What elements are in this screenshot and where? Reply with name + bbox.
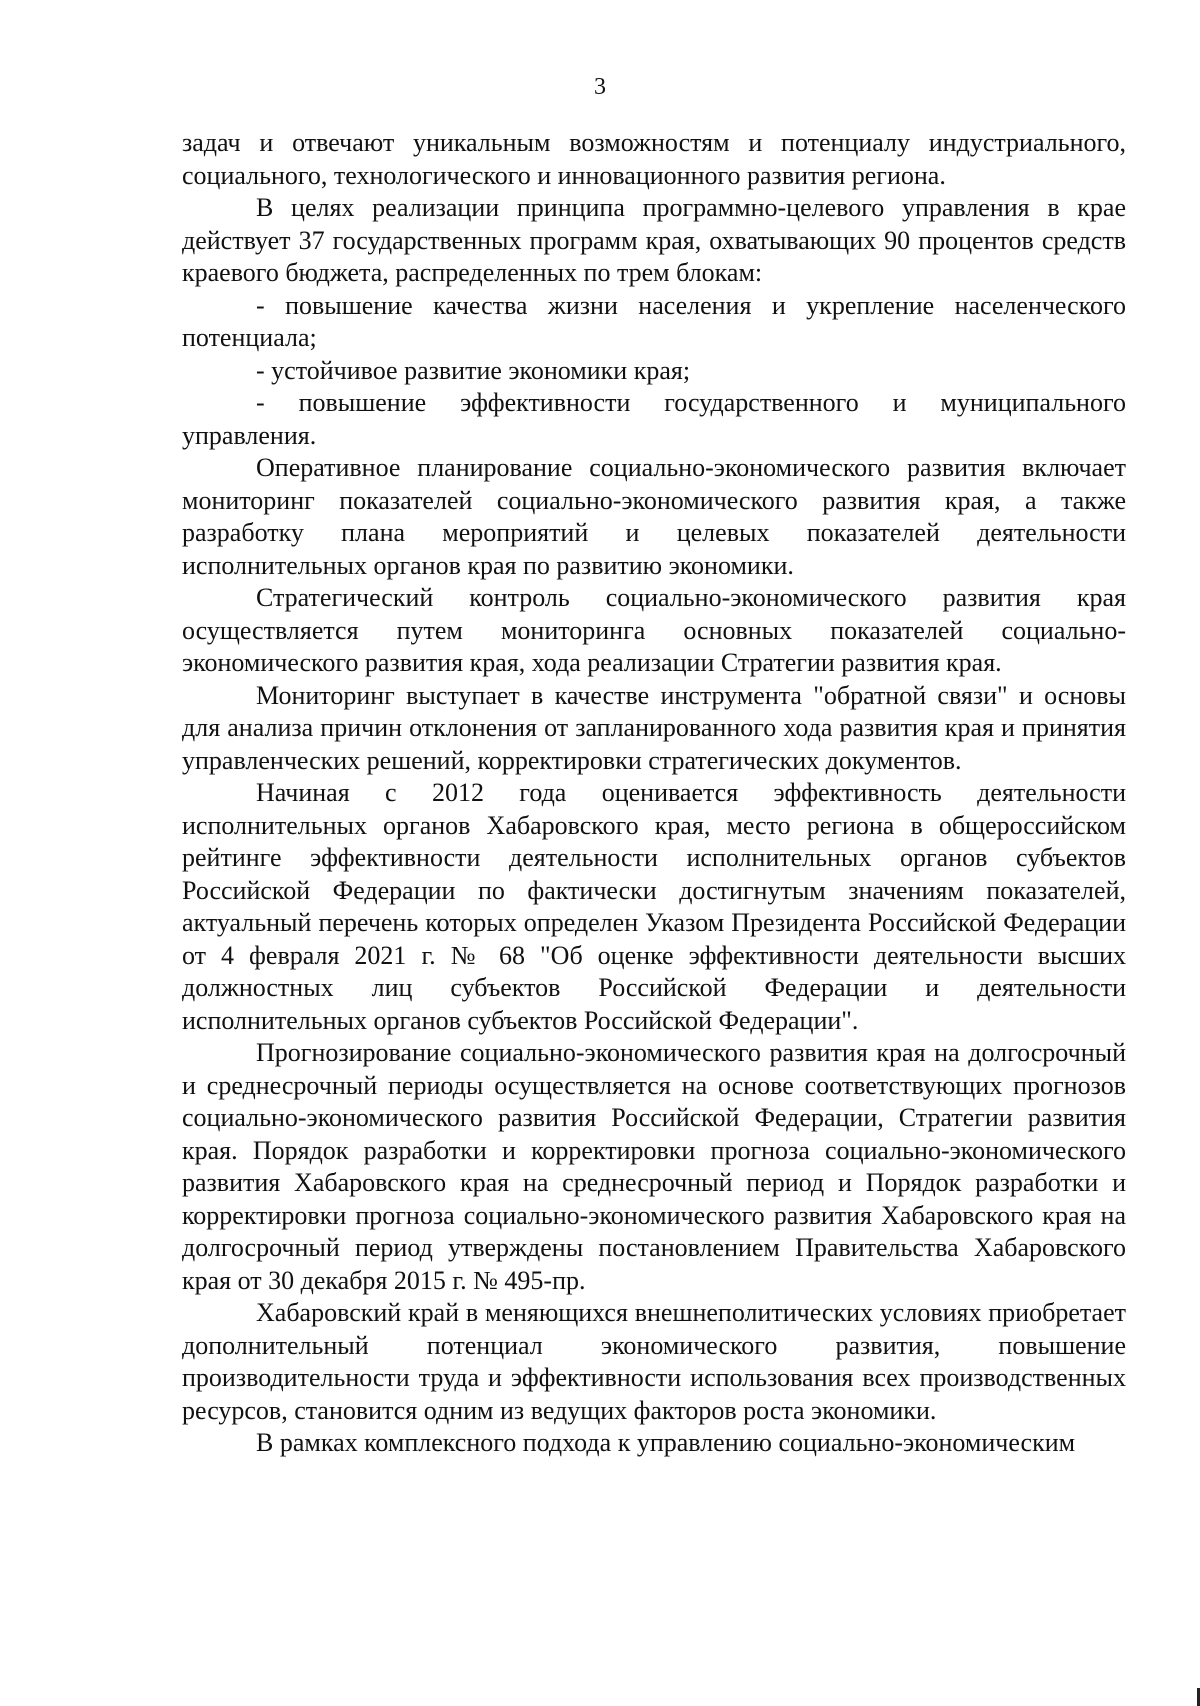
paragraph-continuation: задач и отвечают уникальным возможностям и потенциалу индустриального, социального, технологического и инновационного развития региона.: [182, 128, 1126, 190]
paragraph-strategic-control: Стратегический контроль социально-экономического развития края осуществляется путем мониторинга основных показателей социально-экономического развития края, хода реализации Стратегии развития края.: [182, 583, 1126, 677]
paragraph-programs: В целях реализации принципа программно-целевого управления в крае действует 37 государственных программ края, охватывающих 90 процентов средств краевого бюджета, распределенных по трем блокам:: [182, 193, 1126, 287]
document-body: [182, 127, 1126, 1460]
paragraph-forecasting: Прогнозирование социально-экономического развития края на долгосрочный и среднесрочный периоды осуществляется на основе соответствующих прогнозов социально-экономического развития Российской Федерации, Стратегии развития края. Порядок разработки и корректировки прогноза социально-экономического развития Хабаровского края на среднесрочный период и Порядок разработки и корректировки прогноза социально-экономического развития Хабаровского края на долгосрочный период утверждены постановлением Правительства Хабаровского края от 30 декабря 2015 г. № 495-пр.: [182, 1038, 1126, 1295]
list-item-quality-of-life: - повышение качества жизни населения и укрепление населенческого потенциала;: [182, 290, 1126, 352]
paragraph-efficiency-assessment: Начиная с 2012 года оценивается эффективность деятельности исполнительных органов Хабаровского края, место региона в общероссийском рейтинге эффективности деятельности исполнительных органов субъектов Российской Федерации по фактически достигнутым значениям показателей, актуальный перечень которых определен Указом Президента Российской Федерации от 4 февраля 2021 г. № 68 "Об оценке эффективности деятельности высших должностных лиц субъектов Российской Федерации и деятельности исполнительных органов субъектов Российской Федерации".: [182, 778, 1126, 1035]
paragraph-integrated-approach: В рамках комплексного подхода к управлению социально-экономическим: [256, 1428, 1076, 1457]
paragraph-potential: Хабаровский край в меняющихся внешнеполитических условиях приобретает дополнительный потенциал экономического развития, повышение производительности труда и эффективности использования всех производственных ресурсов, становится одним из ведущих факторов роста экономики.: [182, 1298, 1126, 1425]
paragraph-operational-planning: Оперативное планирование социально-экономического развития включает мониторинг показателей социально-экономического развития края, а также разработку плана мероприятий и целевых показателей деятельности исполнительных органов края по развитию экономики.: [182, 453, 1126, 580]
list-item-governance: - повышение эффективности государственного и муниципального управления.: [182, 388, 1126, 450]
page-number: 3: [594, 74, 606, 100]
paragraph-monitoring: Мониторинг выступает в качестве инструмента "обратной связи" и основы для анализа причин отклонения от запланированного хода развития края и принятия управленческих решений, корректировки стратегических документов.: [182, 680, 1126, 775]
list-item-economy: - устойчивое развитие экономики края;: [256, 355, 691, 385]
